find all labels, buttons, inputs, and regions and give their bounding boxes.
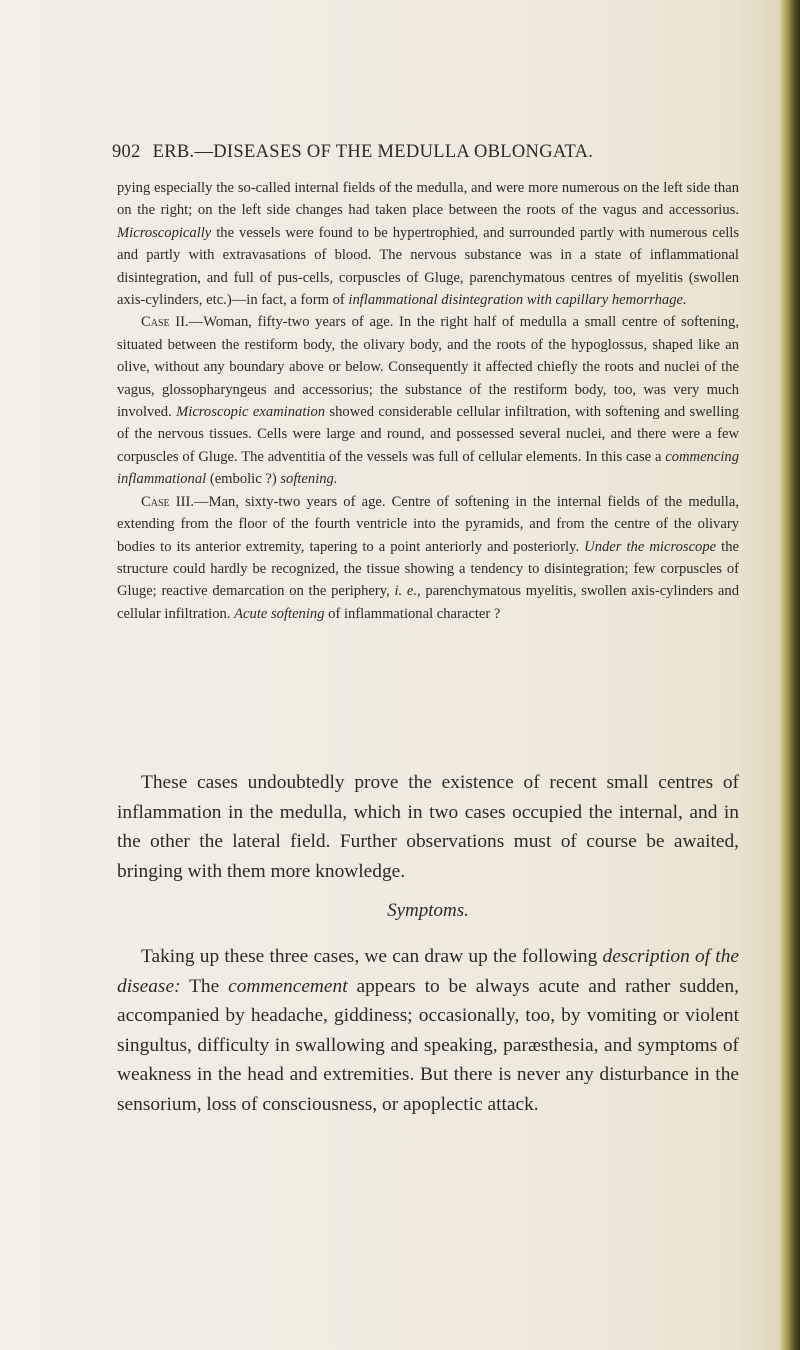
paragraph-conclusion: These cases undoubtedly prove the existence of recent small centres of inflammation in the medulla, which in two cases occupied the internal, and in the other the lateral field. Further observations must of course be awaited, bringing with them more knowledge. (117, 772, 739, 882)
running-title: ERB.—DISEASES OF THE MEDULLA OBLONGATA. (152, 142, 594, 162)
case-reports (117, 177, 739, 625)
paragraph-case-1-continued: pying especially the so-called internal fields of the medulla, and were more numerous on the left side than on the right; on the left side changes had taken place between the roots of the vagus and accessorius. Microscopically the vessels were found to be hypertrophied, and surrounded partly with numerous cells and partly with extravasations of blood. The nervous substance was in a state of inflammational disintegration, and full of pus-cells, corpuscles of Gluge, parenchymatous centres of myelitis (swollen axis-cylinders, etc.)—in fact, a form of inflammational disintegration with capillary hemorrhage. (117, 180, 739, 309)
main-text (117, 768, 739, 1120)
section-heading-symptoms: Symptoms. (387, 900, 469, 922)
page-number: 902 (112, 142, 141, 162)
running-header (112, 142, 752, 163)
paragraph-symptoms: Taking up these three cases, we can draw up the following description of the disease: The commencement appears to be always acute and rather sudden, accompanied by headache, giddiness; occasionally, too, by vomiting or violent singultus, difficulty in swallowing and speaking, paræsthesia, and symptoms of weakness in the head and extremities. But there is never any disturbance in the sensorium, loss of consciousness, or apoplectic attack. (117, 945, 739, 1115)
paragraph-case-3: Case III.—Man, sixty-two years of age. Centre of softening in the internal fields of the medulla, extending from the floor of the fourth ventricle into the pyramids, and from the centre of the olivary bodies to its anterior extremity, tapering to a point anteriorly and posteriorly. Under the microscope the structure could hardly be recognized, the tissue showing a tendency to disintegration; few corpuscles of Gluge; reactive demarcation on the periphery, i. e., parenchymatous myelitis, swollen axis-cylinders and cellular infiltration. Acute softening of inflammational character ? (117, 493, 739, 622)
page-edge (780, 0, 800, 1350)
paragraph-case-2: Case II.—Woman, fifty-two years of age. In the right half of medulla a small centre of softening, situated between the restiform body, the olivary body, and the roots of the hypoglossus, shaped like an olive, without any boundary above or below. Consequently it affected chiefly the roots and nuclei of the vagus, glossopharyngeus and accessorius; the substance of the restiform body, too, was very much involved. Microscopic examination showed considerable cellular infiltration, with softening and swelling of the nervous tissues. Cells were large and round, and possessed several nuclei, and there were a few corpuscles of Gluge. The adventitia of the vessels was full of cellular elements. In this case a commencing inflammational (embolic ?) softening. (117, 314, 740, 488)
